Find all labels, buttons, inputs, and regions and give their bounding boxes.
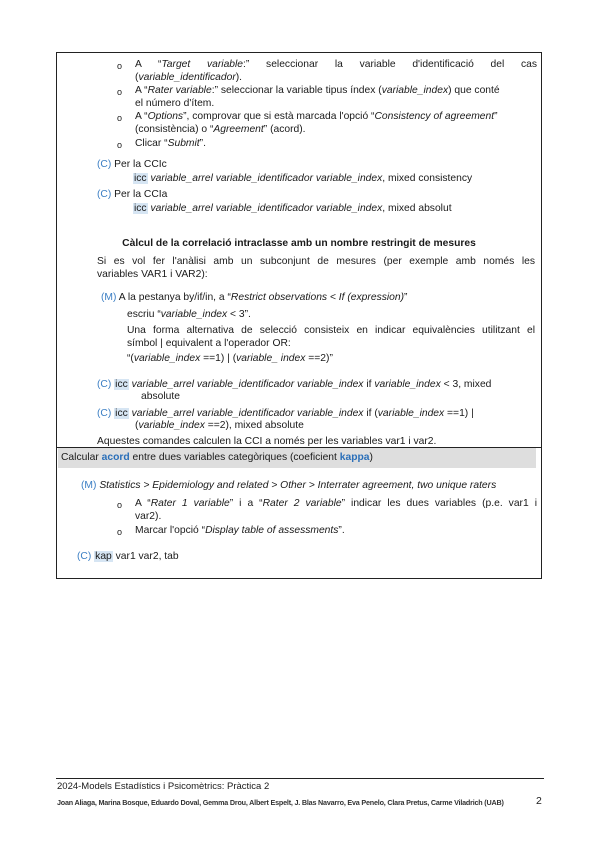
command-ccic: icc variable_arrel variable_identificador variable_index, mixed consistency <box>134 173 473 184</box>
kappa-header: Calcular acord entre dues variables categòriques (coeficient kappa) <box>61 452 373 463</box>
menu-alt-line2: símbol | equivalent a l'operador OR: <box>127 338 291 349</box>
icc-instructions-box <box>56 52 542 448</box>
footer-divider <box>56 778 544 779</box>
menu-alt-line1: Una forma alternativa de selecció consisteix en indicar equivalències utilitzant el <box>127 325 535 336</box>
kappa-step-raters: A “Rater 1 variable” i a “Rater 2 variable” indicar les dues variables (p.e. var1 i <box>135 498 538 509</box>
step-target-variable: A “Target variable:” seleccionar la variable d'identificació del cas <box>135 59 538 70</box>
menu-restrict-step: (M) A la pestanya by/if/in, a “Restrict observations < If (expression)” <box>101 292 408 303</box>
command-restrict-1: (C) icc variable_arrel variable_identificador variable_index if variable_index < 3, mixed <box>97 379 492 390</box>
bullet-icon: o <box>117 500 123 510</box>
kappa-step-display: Marcar l'opció “Display table of assessments”. <box>135 525 345 536</box>
bullet-icon: o <box>117 87 123 97</box>
menu-alt-expression: “(variable_index ==1) | (variable_ index ==2)” <box>127 353 333 364</box>
bullet-icon: o <box>117 527 123 537</box>
command-restrict-2: (C) icc variable_arrel variable_identificador variable_index if (variable_index ==1) | <box>97 408 474 419</box>
step-options-cont: (consistència) o “Agreement” (acord). <box>135 124 306 135</box>
kappa-instructions-box <box>56 448 542 579</box>
kappa-menu-path: (M) Statistics > Epidemiology and related > Other > Interrater agreement, two unique raters <box>81 480 497 491</box>
command-ccic-label: (C) Per la CCIc <box>97 159 167 170</box>
step-rater-variable-cont: el número d'ítem. <box>135 98 215 109</box>
intro-line-2: variables VAR1 i VAR2): <box>97 269 208 280</box>
page-number: 2 <box>536 795 542 807</box>
command-restrict-2-cont: (variable_index ==2), mixed absolute <box>135 420 304 431</box>
bullet-icon: o <box>117 140 123 150</box>
step-options: A “Options”, comprovar que si està marcada l'opció “Consistency of agreement” <box>135 111 498 122</box>
kappa-command: (C) kap var1 var2, tab <box>77 551 179 562</box>
menu-restrict-line2: escriu “variable_index < 3”. <box>127 309 251 320</box>
closing-note: Aquestes comandes calculen la CCI a només per les variables var1 i var2. <box>97 436 437 447</box>
bullet-icon: o <box>117 113 123 123</box>
command-ccia: icc variable_arrel variable_identificador variable_index, mixed absolut <box>134 203 452 214</box>
step-submit: Clicar “Submit”. <box>135 138 206 149</box>
step-rater-variable: A “Rater variable:” seleccionar la variable tipus índex (variable_index) que conté <box>135 85 500 96</box>
intro-line-1: Si es vol fer l'anàlisi amb un subconjunt de mesures (per exemple amb només les <box>97 256 535 267</box>
command-ccia-label: (C) Per la CCIa <box>97 189 168 200</box>
kappa-step-raters-cont: var2). <box>135 511 162 522</box>
footer-title: 2024-Models Estadístics i Psicomètrics: Pràctica 2 <box>57 781 270 792</box>
step-target-variable-cont: (variable_identificador). <box>135 72 243 83</box>
bullet-icon: o <box>117 61 123 71</box>
footer-authors: Joan Aliaga, Marina Bosque, Eduardo Doval, Gemma Drou, Albert Espelt, J. Blas Navarro, Eva Penelo, Clara Pretus, Carme Viladrich (UAB) <box>57 798 504 807</box>
command-restrict-1-cont: absolute <box>141 391 180 402</box>
section-title: Càlcul de la correlació intraclasse amb un nombre restringit de mesures <box>122 238 476 249</box>
